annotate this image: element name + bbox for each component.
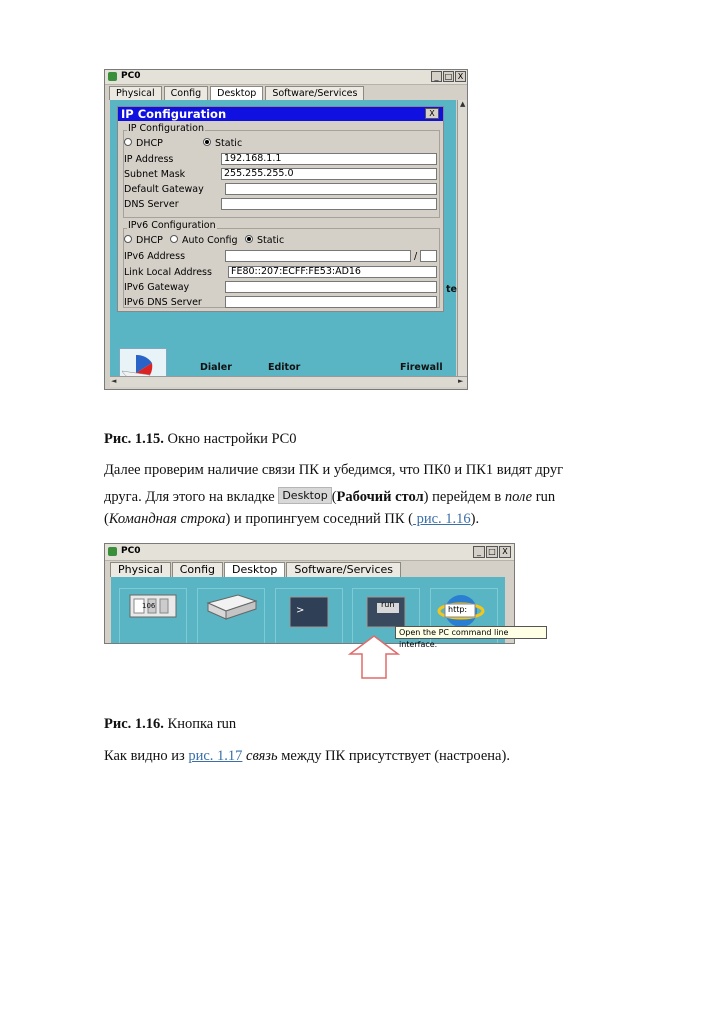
ipv6-address-field[interactable] <box>225 250 411 262</box>
minimize-button[interactable]: _ <box>473 546 485 558</box>
tab-desktop[interactable]: Desktop <box>210 86 263 100</box>
ipv6-address-label: IPv6 Address <box>124 251 186 262</box>
dialer-label: Dialer <box>200 362 232 373</box>
tab-desktop[interactable]: Desktop <box>224 562 285 577</box>
subnet-mask-field[interactable]: 255.255.255.0 <box>221 168 437 180</box>
ip-configuration-dialog <box>117 106 444 312</box>
ip-address-label: IP Address <box>124 154 174 165</box>
tab-physical[interactable]: Physical <box>109 86 162 100</box>
link-local-address-label: Link Local Address <box>124 267 212 278</box>
ipv6-group-label: IPv6 Configuration <box>128 220 216 231</box>
dialog-title: IP Configuration <box>118 107 443 121</box>
firewall-label: Firewall <box>400 362 443 373</box>
link-local-address-field[interactable]: FE80::207:ECFF:FE53:AD16 <box>228 266 437 278</box>
ipv6-dns-server-field[interactable] <box>225 296 437 308</box>
pc-icon <box>108 72 117 81</box>
tab-physical[interactable]: Physical <box>110 562 171 577</box>
pc0-window-ip-config <box>104 69 468 390</box>
ipv6-static-radio[interactable]: Static <box>245 235 284 246</box>
tooltip: Open the PC command line interface. <box>395 626 547 639</box>
close-button[interactable]: X <box>499 546 511 558</box>
tab-bar <box>110 562 402 577</box>
paragraph-line-2: друга. Для этого на вкладке Desktop (Рабочий стол) перейдем в поле run <box>104 489 556 505</box>
desktop-tab-button: Desktop <box>278 487 331 504</box>
ip-config-device-icon[interactable] <box>197 588 265 644</box>
svg-text:>: > <box>296 605 305 616</box>
default-gateway-field[interactable] <box>225 183 437 195</box>
figure-caption-1-15: Рис. 1.15. Окно настройки PC0 <box>104 431 297 447</box>
icon-label-106: 106 <box>142 602 156 610</box>
window-titlebar <box>105 70 467 85</box>
radio-icon <box>124 235 132 243</box>
vertical-scrollbar[interactable] <box>457 100 468 376</box>
ipv6-auto-config-radio[interactable]: Auto Config <box>170 235 238 246</box>
tab-config[interactable]: Config <box>164 86 208 100</box>
paragraph-line-1: Далее проверим наличие связи ПК и убедимся, что ПК0 и ПК1 видят друг <box>104 462 564 478</box>
figure-link-1-16[interactable]: рис. 1.16 <box>412 511 471 527</box>
paragraph-line-3: (Командная строка) и пропингуем соседний ПК ( рис. 1.16). <box>104 511 480 527</box>
paragraph-conclusion: Как видно из рис. 1.17 связь между ПК присутствует (настроена). <box>104 748 510 764</box>
ipv6-dhcp-radio[interactable]: DHCP <box>124 235 163 246</box>
dialog-close-button[interactable]: X <box>425 108 439 119</box>
figure-caption-1-16: Рис. 1.16. Кнопка run <box>104 716 237 732</box>
ipv6-gateway-field[interactable] <box>225 281 437 293</box>
dhcp-radio[interactable]: DHCP <box>124 138 163 149</box>
tab-config[interactable]: Config <box>172 562 223 577</box>
figure-link-1-17[interactable]: рис. 1.17 <box>188 748 243 764</box>
run-label: run <box>381 600 395 609</box>
command-prompt-icon[interactable] <box>275 588 343 644</box>
radio-icon <box>124 138 132 146</box>
radio-selected-icon <box>203 138 211 146</box>
scroll-up-icon[interactable]: ▲ <box>460 100 466 108</box>
ipv6-prefix-field[interactable] <box>420 250 437 262</box>
scroll-right-icon[interactable]: ► <box>458 377 464 385</box>
subnet-mask-label: Subnet Mask <box>124 169 186 180</box>
prefix-slash: / <box>414 251 418 262</box>
window-title: PC0 <box>121 71 141 81</box>
pc-icon <box>108 547 117 556</box>
radio-icon <box>170 235 178 243</box>
tab-bar <box>109 86 366 100</box>
maximize-button[interactable]: □ <box>444 72 453 81</box>
horizontal-scrollbar[interactable] <box>110 376 467 387</box>
editor-label: Editor <box>268 362 301 373</box>
ipv6-dns-server-label: IPv6 DNS Server <box>124 297 202 308</box>
ip-address-field[interactable]: 192.168.1.1 <box>221 153 437 165</box>
terminal-rack-icon[interactable] <box>119 588 187 644</box>
static-radio[interactable]: Static <box>203 138 242 149</box>
tab-software-services[interactable]: Software/Services <box>265 86 364 100</box>
close-button[interactable]: X <box>455 71 466 82</box>
http-label: http: <box>448 605 468 614</box>
window-titlebar <box>105 544 514 561</box>
scroll-left-icon[interactable]: ◄ <box>111 377 117 385</box>
dns-server-field[interactable] <box>221 198 437 210</box>
default-gateway-label: Default Gateway <box>124 184 204 195</box>
maximize-button[interactable]: □ <box>486 546 498 558</box>
minimize-button[interactable]: _ <box>431 71 442 82</box>
ipv4-group-label: IP Configuration <box>128 123 204 134</box>
radio-selected-icon <box>245 235 253 243</box>
dns-server-label: DNS Server <box>124 199 179 210</box>
window-title: PC0 <box>121 546 141 556</box>
tab-software-services[interactable]: Software/Services <box>286 562 401 577</box>
pie-chart-icon[interactable] <box>119 348 167 378</box>
up-arrow-icon <box>346 634 402 680</box>
ipv6-gateway-label: IPv6 Gateway <box>124 282 190 293</box>
partial-label: te <box>446 284 457 295</box>
